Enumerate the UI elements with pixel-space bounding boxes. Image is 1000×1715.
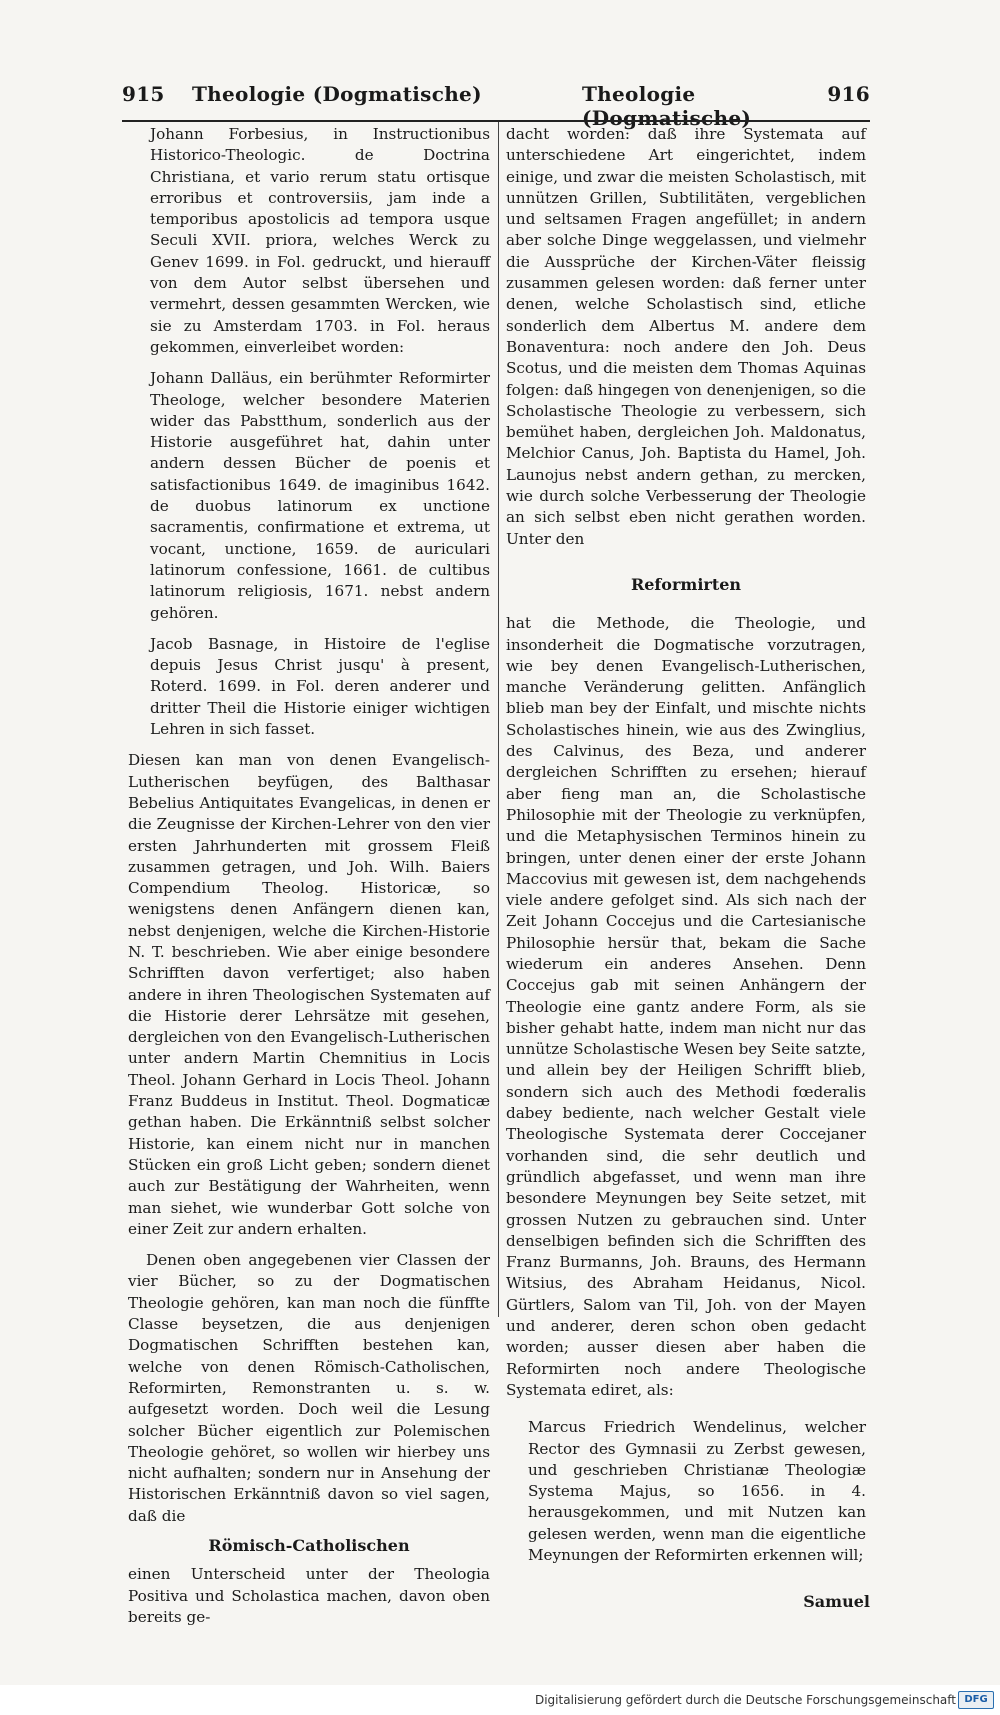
paragraph-scholastica: einen Unterscheid unter der Theologia Positiva und Scholastica machen, davon oben bereits ge- (128, 1565, 490, 1626)
running-header (122, 78, 870, 130)
paragraph-lutheran-works: Diesen kan man von denen Evangelisch-Lutherischen beyfügen, des Balthasar Bebelius Antiquitates Evangelicas, in denen er die Zeugnisse der Kirchen-Lehrer von den vier ersten Jahrhunderten mit grossem Fleiß zusammen getragen, und Joh. Wilh. Baiers Compendium Theolog. Historicæ, so wenigstens denen Anfängern dienen kan, nebst denjenigen, welche die Kirchen-Historie N. T. beschrieben. Wie aber einige besondere Schrifften davon verfertiget; also haben andere in ihren Theologischen Systematen auf die Historie derer Lehrsätze mit gesehen, dergleichen von den Evangelisch-Lutherischen unter andern Martin Chemnitius in Locis Theol. Johann Gerhard in Locis Theol. Johann Franz Buddeus in Institut. Theol. Dogmaticæ gethan haben. Die Erkänntniß selbst solcher Historie, kan einem nicht nur in manchen Stücken ein groß Licht geben; sondern dienet auch zur Bestätigung der Wahrheiten, wenn man siehet, wie wunderbar Gott solche von einer Zeit zur andern erhalten. (128, 751, 490, 1238)
entry-dallaeus: Johann Dalläus, ein berühmter Reformirter Theologe, welcher besondere Materien wider das Pabstthum, sonderlich aus der Historie ausgeführet hat, dahin unter andern dessen Bücher de poenis et satisfactionibus 1649. de imaginibus 1642. de duobus latinorum ex unctione sacramentis, confirmatione et extrema, ut vocant, unctione, 1659. de auriculari latinorum confessione, 1661. de cultibus latinorum religiosis, 1671. nebst andern gehören. (150, 369, 490, 622)
entry-wendelinus: Marcus Friedrich Wendelinus, welcher Rector des Gymnasii zu Zerbst gewesen, und geschrieben Christianæ Theologiæ Systema Majus, so 1656. in 4. herausgekommen, und mit Nutzen kan gelesen werden, wenn man die eigentliche Meynungen der Reformirten erkennen will; (528, 1418, 866, 1564)
paragraph-fifth-class: Denen oben angegebenen vier Classen der vier Bücher, so zu der Dogmatischen Theologie gehören, kan man noch die fünffte Classe beysetzen, die aus denjenigen Dogmatischen Schrifften bestehen kan, welche von denen Römisch-Catholischen, Reformirten, Remonstranten u. s. w. aufgesetzt worden. Doch weil die Lesung solcher Bücher eigentlich zur Polemischen Theologie gehöret, so wollen wir hierbey uns nicht aufhalten; sondern nur in Ansehung der Historischen Erkänntniß davon so viel sagen, daß die (128, 1251, 490, 1525)
running-title-left: Theologie (Dogmatische) (192, 82, 482, 106)
left-column (128, 124, 490, 1628)
page-number-left: 915 (122, 82, 165, 106)
section-heading-reformirten: Reformirten (630, 574, 742, 594)
paragraph-reformed-method: hat die Methode, die Theologie, und insonderheit die Dogmatische vorzutragen, wie bey denen Evangelisch-Lutherischen, manche Veränderung gelitten. Anfänglich blieb man bey der Einfalt, und mischte nichts Scholastisches hinein, wie aus des Zwinglius, des Calvinus, des Beza, und anderer dergleichen Schrifften zu ersehen; hierauf aber fieng man an, die Scholastische Philosophie mit der Theologie zu verknüpfen, und die Metaphysischen Terminos hinein zu bringen, unter denen einer der erste Johann Maccovius mit gewesen ist, dem nachgehends viele andere gefolget sind. Als sich nach der Zeit Johann Coccejus und die Cartesianische Philosophie hersür that, bekam die Sache wiederum ein anderes Ansehen. Denn Coccejus gab mit seinen Anhängern der Theologie eine gantz andere Form, als sie bisher gehabt hatte, indem man nicht nur das unnütze Scholastische Wesen bey Seite satzte, und allein bey der Heiligen Schrifft blieb, sondern sich auch des Methodi fœderalis dabey bediente, nach welcher Gestalt viele Theologische Systemata derer Coccejaner vorhanden sind, die sehr deutlich und gründlich abgefasset, und wenn man ihre besondere Meynungen bey Seite setzet, mit grossen Nutzen zu gebrauchen sind. Unter denselbigen befinden sich die Schrifften des Franz Burmanns, Joh. Brauns, des Hermann Witsius, des Abraham Heidanus, Nicol. Gürtlers, Salom van Til, Joh. von der Mayen und anderer, deren schon oben gedacht worden; ausser diesen aber haben die Reformirten noch andere Theologische Systemata ediret, als: (506, 614, 866, 1399)
right-column (506, 124, 866, 1566)
header-rule (122, 120, 870, 122)
entry-forbesius: Johann Forbesius, in Instructionibus Historico-Theologic. de Doctrina Christiana, et vario rerum statu ortisque erroribus et controversiis, jam inde a temporibus apostolicis ad tempora usque Seculi XVII. priora, welches Werck zu Genev 1699. in Fol. gedruckt, und hierauff von dem Autor selbst übersehen und vermehrt, dessen gesammten Wercken, wie sie zu Amsterdam 1703. in Fol. heraus gekommen, einverleibet worden: (150, 125, 490, 356)
entry-basnage: Jacob Basnage, in Histoire de l'eglise depuis Jesus Christ jusqu' à present, Roterd. 1699. in Fol. deren anderer und dritter Theil die Historie einiger wichtigen Lehren in sich fasset. (150, 634, 490, 739)
footer-bar (0, 1685, 1000, 1715)
section-heading-roman-catholic: Römisch-Catholischen (208, 1536, 410, 1555)
running-title-right: Theologie (Dogmatische) (582, 82, 752, 130)
column-divider (498, 122, 499, 1317)
dfg-logo-icon: DFG (958, 1691, 994, 1709)
paragraph-systemata: dacht worden: daß ihre Systemata auf unterschiedene Art eingerichtet, indem einige, und zwar die meisten Scholastisch, mit unnützen Grillen, Subtilitäten, vergeblichen und seltsamen Fragen angefüllet; in andern aber solche Dinge weggelassen, und vielmehr die Aussprüche der Kirchen-Väter fleissig zusammen gelesen worden: daß ferner unter denen, welche Scholastisch sind, etliche sonderlich dem Albertus M. andere dem Bonaventura: noch andere den Joh. Deus Scotus, und die meisten dem Thomas Aquinas folgen: daß hingegen von denenjenigen, so die Scholastische Theologie zu verbessern, sich bemühet haben, dergleichen Joh. Maldonatus, Melchior Canus, Joh. Baptista du Hamel, Joh. Launojus nebst andern gethan, zu mercken, wie durch solche Verbesserung der Theologie an sich selbst eben nicht gerathen worden. Unter den (506, 125, 866, 548)
footer-credit: Digitalisierung gefördert durch die Deutsche Forschungsgemeinschaft (534, 1693, 956, 1707)
catchword: Samuel (803, 1592, 870, 1611)
page-number-right: 916 (827, 82, 870, 106)
